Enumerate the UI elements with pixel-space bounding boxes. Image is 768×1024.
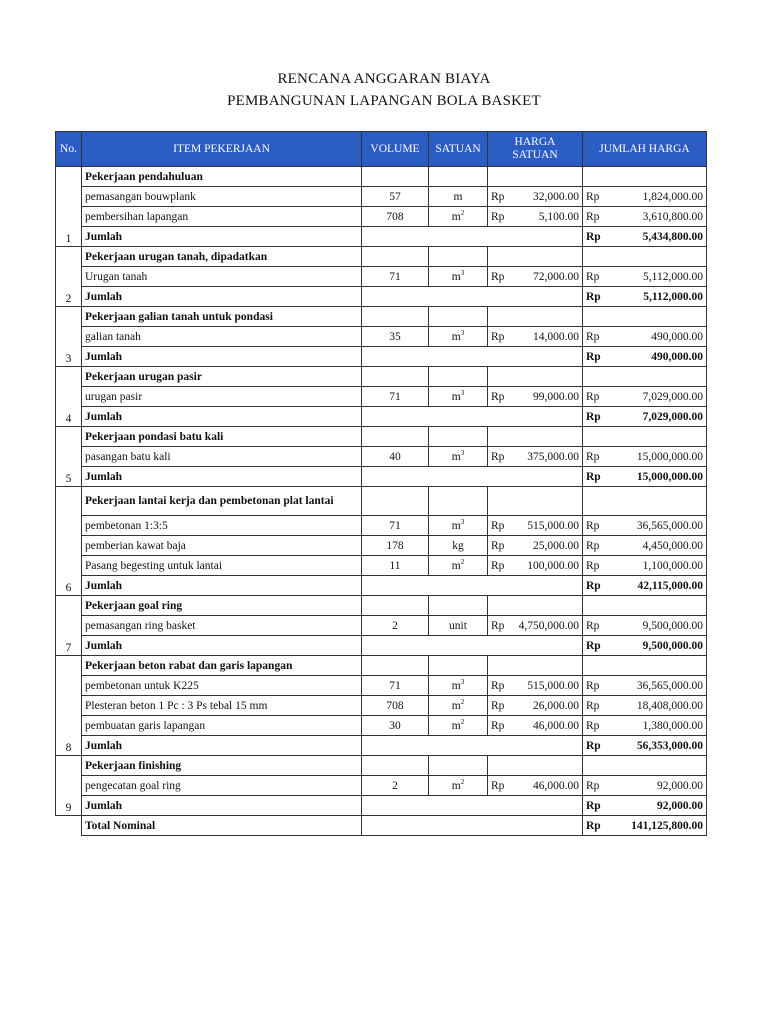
empty-cell (362, 736, 583, 756)
empty-cell (429, 367, 488, 387)
table-row (56, 187, 707, 207)
total-currency: Rp (583, 676, 605, 696)
section-row (56, 167, 707, 187)
total-currency: Rp (583, 447, 605, 467)
item-unit-exponent: 3 (460, 268, 465, 277)
item-unit-text: unit (449, 619, 467, 632)
empty-cell (362, 367, 429, 387)
empty-cell (56, 816, 82, 836)
price-currency: Rp (488, 696, 510, 716)
item-unit-exponent: 2 (460, 208, 465, 217)
table-row (56, 387, 707, 407)
empty-cell (362, 347, 583, 367)
item-unit-price: 99,000.00 (510, 387, 583, 407)
item-unit-price: 46,000.00 (510, 776, 583, 796)
subtotal-row (56, 407, 707, 427)
price-currency: Rp (488, 616, 510, 636)
price-currency: Rp (488, 447, 510, 467)
item-unit (429, 327, 488, 347)
item-total-price: 1,824,000.00 (605, 187, 707, 207)
section-title: Pekerjaan goal ring (82, 596, 362, 616)
empty-cell (362, 816, 583, 836)
item-total-price: 490,000.00 (605, 327, 707, 347)
item-total-price: 3,610,800.00 (605, 207, 707, 227)
item-total-price: 4,450,000.00 (605, 536, 707, 556)
subtotal-currency: Rp (583, 576, 605, 596)
item-unit-price: 26,000.00 (510, 696, 583, 716)
subtotal-row (56, 347, 707, 367)
grand-total-currency: Rp (583, 816, 605, 836)
subtotal-label: Jumlah (82, 636, 362, 656)
item-unit-exponent: 3 (460, 328, 465, 337)
empty-cell (362, 227, 583, 247)
item-volume: 30 (362, 716, 429, 736)
item-unit-exponent: 3 (460, 517, 465, 526)
item-unit-price: 72,000.00 (510, 267, 583, 287)
grand-total-label: Total Nominal (82, 816, 362, 836)
empty-cell (583, 247, 707, 267)
empty-cell (583, 656, 707, 676)
header-volume: VOLUME (362, 132, 429, 167)
item-unit-exponent: 2 (460, 557, 465, 566)
item-name: pembuatan garis lapangan (82, 716, 362, 736)
table-row (56, 776, 707, 796)
item-total-price: 92,000.00 (605, 776, 707, 796)
item-unit-price: 14,000.00 (510, 327, 583, 347)
item-name: Plesteran beton 1 Pc : 3 Ps tebal 15 mm (82, 696, 362, 716)
section-title: Pekerjaan pondasi batu kali (82, 427, 362, 447)
subtotal-currency: Rp (583, 636, 605, 656)
total-currency: Rp (583, 516, 605, 536)
grand-total-row (56, 816, 707, 836)
item-volume: 57 (362, 187, 429, 207)
item-unit (429, 187, 488, 207)
item-name: pembetonan untuk K225 (82, 676, 362, 696)
table-body (56, 167, 707, 836)
section-row (56, 307, 707, 327)
empty-cell (362, 656, 429, 676)
item-unit-price: 375,000.00 (510, 447, 583, 467)
empty-cell (362, 796, 583, 816)
empty-cell (362, 576, 583, 596)
empty-cell (362, 487, 429, 516)
subtotal-value: 7,029,000.00 (605, 407, 707, 427)
total-currency: Rp (583, 616, 605, 636)
section-title: Pekerjaan lantai kerja dan pembetonan plat lantai (82, 487, 362, 516)
section-row (56, 427, 707, 447)
item-unit-text: m (451, 390, 461, 403)
total-currency: Rp (583, 696, 605, 716)
item-unit-text: m (453, 190, 463, 203)
empty-cell (488, 247, 583, 267)
item-volume: 178 (362, 536, 429, 556)
empty-cell (362, 427, 429, 447)
item-total-price: 1,100,000.00 (605, 556, 707, 576)
empty-cell (362, 247, 429, 267)
table-row (56, 616, 707, 636)
subtotal-label: Jumlah (82, 227, 362, 247)
empty-cell (429, 596, 488, 616)
item-volume: 11 (362, 556, 429, 576)
section-row (56, 756, 707, 776)
subtotal-label: Jumlah (82, 796, 362, 816)
section-number: 6 (56, 487, 82, 596)
subtotal-currency: Rp (583, 796, 605, 816)
item-name: pengecatan goal ring (82, 776, 362, 796)
empty-cell (429, 756, 488, 776)
subtotal-currency: Rp (583, 287, 605, 307)
empty-cell (488, 307, 583, 327)
empty-cell (583, 367, 707, 387)
item-name: pembetonan 1:3:5 (82, 516, 362, 536)
table-row (56, 516, 707, 536)
subtotal-currency: Rp (583, 736, 605, 756)
item-unit-price: 515,000.00 (510, 676, 583, 696)
item-unit (429, 267, 488, 287)
item-total-price: 15,000,000.00 (605, 447, 707, 467)
subtotal-label: Jumlah (82, 407, 362, 427)
item-total-price: 18,408,000.00 (605, 696, 707, 716)
empty-cell (488, 656, 583, 676)
item-unit-price: 515,000.00 (510, 516, 583, 536)
subtotal-value: 5,434,800.00 (605, 227, 707, 247)
item-unit-price: 25,000.00 (510, 536, 583, 556)
price-currency: Rp (488, 516, 510, 536)
item-volume: 71 (362, 387, 429, 407)
item-unit (429, 696, 488, 716)
subtotal-row (56, 796, 707, 816)
item-unit (429, 676, 488, 696)
budget-table (55, 131, 707, 836)
item-name: pemasangan ring basket (82, 616, 362, 636)
empty-cell (583, 487, 707, 516)
total-currency: Rp (583, 187, 605, 207)
item-total-price: 9,500,000.00 (605, 616, 707, 636)
empty-cell (583, 307, 707, 327)
empty-cell (583, 167, 707, 187)
document-subtitle: PEMBANGUNAN LAPANGAN BOLA BASKET (227, 93, 541, 109)
header-no: No. (56, 132, 82, 167)
item-unit-text: m (451, 779, 461, 792)
item-unit-text: m (451, 559, 461, 572)
item-unit-exponent: 3 (460, 388, 465, 397)
section-row (56, 367, 707, 387)
section-number: 5 (56, 427, 82, 487)
subtotal-label: Jumlah (82, 576, 362, 596)
table-row (56, 696, 707, 716)
item-unit-price: 46,000.00 (510, 716, 583, 736)
item-unit-price: 4,750,000.00 (510, 616, 583, 636)
section-number: 4 (56, 367, 82, 427)
section-number: 1 (56, 167, 82, 247)
subtotal-currency: Rp (583, 467, 605, 487)
item-name: Pasang begesting untuk lantai (82, 556, 362, 576)
price-currency: Rp (488, 556, 510, 576)
subtotal-value: 5,112,000.00 (605, 287, 707, 307)
item-unit (429, 536, 488, 556)
subtotal-value: 42,115,000.00 (605, 576, 707, 596)
item-volume: 708 (362, 207, 429, 227)
empty-cell (362, 636, 583, 656)
section-row (56, 247, 707, 267)
item-name: pembersihan lapangan (82, 207, 362, 227)
item-unit-price: 100,000.00 (510, 556, 583, 576)
section-title: Pekerjaan beton rabat dan garis lapangan (82, 656, 362, 676)
price-currency: Rp (488, 716, 510, 736)
subtotal-label: Jumlah (82, 467, 362, 487)
section-number: 3 (56, 307, 82, 367)
price-currency: Rp (488, 776, 510, 796)
item-volume: 2 (362, 776, 429, 796)
document-title: RENCANA ANGGARAN BIAYA (277, 71, 491, 87)
section-row (56, 487, 707, 516)
item-unit (429, 616, 488, 636)
item-unit (429, 516, 488, 536)
price-currency: Rp (488, 327, 510, 347)
item-total-price: 36,565,000.00 (605, 676, 707, 696)
item-name: pasangan batu kali (82, 447, 362, 467)
subtotal-value: 9,500,000.00 (605, 636, 707, 656)
empty-cell (583, 596, 707, 616)
item-unit-text: m (451, 330, 461, 343)
subtotal-currency: Rp (583, 407, 605, 427)
empty-cell (429, 656, 488, 676)
section-row (56, 656, 707, 676)
empty-cell (429, 487, 488, 516)
header-item: ITEM PEKERJAAN (82, 132, 362, 167)
section-number: 2 (56, 247, 82, 307)
total-currency: Rp (583, 716, 605, 736)
item-name: pemberian kawat baja (82, 536, 362, 556)
total-currency: Rp (583, 556, 605, 576)
price-currency: Rp (488, 187, 510, 207)
empty-cell (429, 307, 488, 327)
item-unit-price: 5,100.00 (510, 207, 583, 227)
price-currency: Rp (488, 207, 510, 227)
item-unit-text: kg (452, 539, 464, 552)
item-total-price: 1,380,000.00 (605, 716, 707, 736)
empty-cell (583, 756, 707, 776)
section-number: 7 (56, 596, 82, 656)
empty-cell (362, 756, 429, 776)
section-title: Pekerjaan galian tanah untuk pondasi (82, 307, 362, 327)
section-title: Pekerjaan pendahuluan (82, 167, 362, 187)
total-currency: Rp (583, 327, 605, 347)
table-row (56, 447, 707, 467)
item-unit (429, 716, 488, 736)
item-unit-text: m (451, 719, 461, 732)
empty-cell (488, 487, 583, 516)
item-total-price: 7,029,000.00 (605, 387, 707, 407)
table-header-row (56, 132, 707, 167)
subtotal-label: Jumlah (82, 736, 362, 756)
empty-cell (429, 167, 488, 187)
item-name: galian tanah (82, 327, 362, 347)
item-unit-text: m (451, 679, 461, 692)
item-unit (429, 387, 488, 407)
item-name: urugan pasir (82, 387, 362, 407)
total-currency: Rp (583, 267, 605, 287)
item-unit (429, 776, 488, 796)
item-volume: 2 (362, 616, 429, 636)
subtotal-currency: Rp (583, 347, 605, 367)
empty-cell (488, 167, 583, 187)
item-volume: 71 (362, 516, 429, 536)
item-unit-text: m (451, 270, 461, 283)
section-number: 9 (56, 756, 82, 816)
item-unit (429, 447, 488, 467)
empty-cell (362, 596, 429, 616)
table-row (56, 327, 707, 347)
item-unit-exponent: 2 (460, 777, 465, 786)
table-row (56, 207, 707, 227)
empty-cell (362, 467, 583, 487)
item-unit-exponent: 2 (460, 697, 465, 706)
item-unit (429, 207, 488, 227)
empty-cell (488, 756, 583, 776)
subtotal-row (56, 227, 707, 247)
header-jumlah-harga: JUMLAH HARGA (583, 132, 707, 167)
empty-cell (362, 307, 429, 327)
section-title: Pekerjaan urugan tanah, dipadatkan (82, 247, 362, 267)
subtotal-row (56, 576, 707, 596)
grand-total-value: 141,125,800.00 (605, 816, 707, 836)
subtotal-value: 56,353,000.00 (605, 736, 707, 756)
section-title: Pekerjaan urugan pasir (82, 367, 362, 387)
item-unit-price: 32,000.00 (510, 187, 583, 207)
empty-cell (488, 596, 583, 616)
empty-cell (362, 287, 583, 307)
price-currency: Rp (488, 387, 510, 407)
item-unit-text: m (451, 210, 461, 223)
empty-cell (429, 247, 488, 267)
item-unit-exponent: 2 (460, 717, 465, 726)
item-volume: 71 (362, 676, 429, 696)
subtotal-row (56, 467, 707, 487)
item-volume: 71 (362, 267, 429, 287)
subtotal-value: 490,000.00 (605, 347, 707, 367)
item-unit-text: m (451, 699, 461, 712)
empty-cell (488, 427, 583, 447)
price-currency: Rp (488, 267, 510, 287)
empty-cell (429, 427, 488, 447)
empty-cell (362, 167, 429, 187)
section-number: 8 (56, 656, 82, 756)
item-unit-text: m (451, 519, 461, 532)
total-currency: Rp (583, 207, 605, 227)
item-total-price: 5,112,000.00 (605, 267, 707, 287)
total-currency: Rp (583, 536, 605, 556)
empty-cell (583, 427, 707, 447)
price-currency: Rp (488, 536, 510, 556)
subtotal-row (56, 636, 707, 656)
subtotal-row (56, 736, 707, 756)
table-row (56, 556, 707, 576)
section-title: Pekerjaan finishing (82, 756, 362, 776)
table-row (56, 716, 707, 736)
subtotal-value: 92,000.00 (605, 796, 707, 816)
header-harga-satuan: HARGA SATUAN (488, 132, 583, 167)
total-currency: Rp (583, 776, 605, 796)
header-satuan: SATUAN (429, 132, 488, 167)
total-currency: Rp (583, 387, 605, 407)
price-currency: Rp (488, 676, 510, 696)
item-unit-text: m (451, 450, 461, 463)
subtotal-row (56, 287, 707, 307)
item-volume: 35 (362, 327, 429, 347)
item-unit (429, 556, 488, 576)
subtotal-label: Jumlah (82, 347, 362, 367)
empty-cell (362, 407, 583, 427)
section-row (56, 596, 707, 616)
item-volume: 708 (362, 696, 429, 716)
empty-cell (488, 367, 583, 387)
subtotal-currency: Rp (583, 227, 605, 247)
item-unit-exponent: 3 (460, 677, 465, 686)
item-total-price: 36,565,000.00 (605, 516, 707, 536)
table-row (56, 536, 707, 556)
item-volume: 40 (362, 447, 429, 467)
item-unit-exponent: 3 (460, 448, 465, 457)
subtotal-value: 15,000,000.00 (605, 467, 707, 487)
subtotal-label: Jumlah (82, 287, 362, 307)
item-name: Urugan tanah (82, 267, 362, 287)
table-row (56, 267, 707, 287)
item-name: pemasangan bouwplank (82, 187, 362, 207)
table-row (56, 676, 707, 696)
